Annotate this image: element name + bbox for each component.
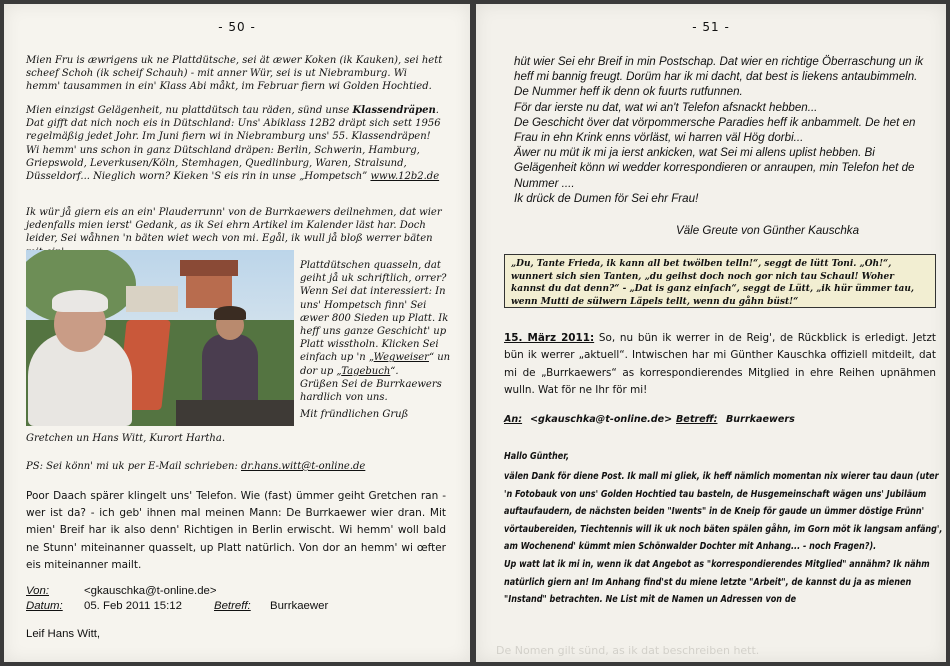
photo-house <box>186 274 232 308</box>
from-value: <gkauschka@t-online.de> <box>84 585 217 597</box>
ps-line <box>26 460 446 473</box>
couple-photo <box>26 250 294 426</box>
side-text-end: “. <box>390 365 399 377</box>
salutation: Leif Hans Witt, <box>26 628 101 640</box>
to-label: An: <box>504 414 523 425</box>
class-website-link[interactable]: www.12b2.de <box>370 171 440 183</box>
kauschka-letter: hüt wier Sei ehr Breif in min Postschap. Dat wier en richtige Öberraschung un ik heff mi bannig freugt. Dorüm har ik mi dacht, dat best is liekens antaubimmeln. De Nummer heff ik denn ok fuurts rutfunnen. För dar ierste nu dat, wat wi an't Telefon afsnackt hebben... De Geschicht över dat vörpommersche Paradies heff ik anbammelt. De het en Frau in ehn Krink enns vörläst, wi harren väl Hög dorbi... Äwer nu müt ik mi ja ierst ankicken, wat Sei mi allens uplist hebben. Bi Gelägenheit könn wi wedder korrespondieren or anraupen, min Telefon het de Nummer .... Ik drück de Dumen för Sei ehr Frau! <box>514 55 924 205</box>
link-tagebuch[interactable]: Tagebuch <box>341 365 391 377</box>
photo-building <box>126 286 178 312</box>
letter-signature: Väle Greute von Günther Kauschka <box>676 224 860 237</box>
reunion-bold-word: Klassendräpen <box>352 105 436 116</box>
photo-man-hair <box>52 290 108 312</box>
page-number-right: - 51 - <box>692 20 730 34</box>
reunion-paragraph <box>26 104 444 183</box>
reunion-text-rest: . Dat gifft dat nich noch eis in Dütschland: Uns' Abiklass 12B2 dräpt sich sett 1956 regelmäßig jedet Johr. Im Juni fiern wi in Niebramburg uns' 55. Klassendräpen! Wi hemm' uns schon in ganz Dütschland dräpen: Berlin, Schwerin, Hamburg, Griepswold, Leverkusen/Köln, Stemhagen, Quedlinburg, Waren, Stralsund, Düsseldorf... Nieglich worn? Kieken 'S eis rin in unse „Hompetsch” <box>26 105 441 183</box>
phone-call-paragraph: Poor Daach spärer klingelt uns' Telefon. Wie (fast) ümmer geiht Gretchen ran - wer ist da? - ich geb' ihnen mal meinen Mann: De Burrkaewer wier dran. Mit mien' Breif har ik also denn' Richtigen in Berlin erwischt. Wi hemm' woll bald ne Stunn' miteinanner quasselt, up Platt natürlich. Von dor an hemm' wi œfter eis miteinanner mailt. <box>26 490 446 571</box>
march-paragraph <box>504 330 936 400</box>
date-row <box>26 599 456 614</box>
right-page <box>476 4 946 662</box>
from-row <box>26 584 456 599</box>
photo-woman-hair <box>214 306 246 320</box>
march-date-heading: 15. März 2011: <box>504 332 595 344</box>
greeting-text: Grüßen Sei de Burrkaewers hardlich von uns. <box>300 379 442 404</box>
to-value: <gkauschka@t-online.de> <box>530 414 673 425</box>
link-wegweiser[interactable]: Wegweiser <box>373 352 429 364</box>
subject-label: Betreff: <box>214 599 251 612</box>
side-text: Plattdütschen quasseln, dat geiht jå uk schriftlich, orrer? Wenn Sei dat interessiert: In uns' Hompetsch finn' Sei æwer 800 Sieden up Platt. Ik heff uns ganze Geschicht' up Platt wisstholn. Klicken Sei einfach up 'n „ <box>300 260 449 364</box>
photo-woman <box>202 334 258 408</box>
date-value: 05. Feb 2011 15:12 <box>84 599 182 612</box>
page-number-left: - 50 - <box>218 20 256 34</box>
side-text-mid: “ un dor up „ <box>300 352 451 377</box>
reply-header <box>504 414 936 425</box>
chat-paragraph: Ik wür jå giern eis an ein' Plauderrunn' von de Burrkaewers deilnehmen, dat wier jedenfalls mien ierst' Gedank, as ik Sei ehrn Artikel im Kalender läst har. Doch leider, Sei wåhnen 'n bäten wiet wech von mi. Egål, ik wull jå bloß werrer bäten <box>26 207 442 245</box>
from-label: Von: <box>26 585 50 597</box>
photo-roof <box>180 260 238 276</box>
email-header <box>26 584 456 613</box>
intro-paragraph: Mien Fru is æwrigens uk ne Plattdütsche, sei ät æwer Koken (ik Kauken), sei hett scheef Schoh (ik scheif Schauh) - mit anner Wür, sei is ut Niebramburg. Wi hemm' tausammen in ein' Klass Abi måkt, im Februar fiern wi Golden Hochtied. <box>26 55 443 93</box>
signature-text: Gretchen un Hans Witt, Kurort Hartha. <box>26 433 226 444</box>
re-value: Burrkaewers <box>726 414 795 425</box>
reply-letter: välen Dank för diene Post. Ik mall mi gliek, ik heff nämlich momentan nix wierer tau daun (uter 'n Fotobauk von uns' Golden Hochtied tau basteln, de Husgemeinschaft wägen uns' Jubiläum auftaufaudern, de nächsten beiden "Iwents" in de Kneip för gaude un ümmer döstige Frünn' vörtaubereiden, Tiechtennis will ik uk noch bäten spälen gåhn, im Gorn möt ik langsam anfäng', am Wochenend' kümmt mien Schönwalder Dochter mit Anhang... - noch Fragen?). Up watt lat ik mi in, wenn ik dat Angebot as "korrespondierendes Mitglied" annähm? Ik nähm natürlich giern an! Im Anhang find'st du miene letzte "Arbeit", de kannst du ja as mienen "Instand" betrachten. Ne List mit de Namen un Adressen von de <box>504 471 943 606</box>
subject-value: Burrkaewer <box>270 599 329 612</box>
photo-bench <box>176 400 294 426</box>
closing-text: Mit fründlichen Gruß <box>300 409 409 420</box>
side-paragraph <box>300 259 452 378</box>
left-page <box>4 4 470 662</box>
bleed-through-text: De Nomen gilt sünd, as ik dat beschreiben hett. <box>496 644 760 657</box>
reunion-text-start: Mien einzigst Gelägenheit, nu plattdütsch tau räden, sünd unse <box>26 105 353 116</box>
joke-quote-box: „Du, Tante Frieda, ik kann all bet twölben telln!“, seggt de lütt Toni. „Oh!“, wunnert sich sien Tanten, „du geihst doch noch gor nich tau Schaul! Woher kannst du dat denn?“ - „Dat is ganz einfach“, seggt de Lütt, „ik hür ümmer tau, wenn Mutti de sülwern Läpels tellt, wenn du gåhn büst!“ <box>504 254 936 308</box>
reply-greeting: Hallo Günther, <box>504 451 570 462</box>
march-text: So, nu bün ik werrer in de Reig', de Rückblick is erledigt. Jetzt bün ik werrer „aktuell“. Intwischen har mi Günther Kauschka offiziell mitdeilt, dat mi de „Burrkaewers“ as korrespondierendes Mitglied in ehre Reihen upnähmen wulln. Wat för ne Ihr för mi! <box>504 332 936 397</box>
ps-email-link[interactable]: dr.hans.witt@t-online.de <box>241 461 366 472</box>
ps-text: PS: Sei könn' mi uk per E-Mail schrieben: <box>26 461 241 472</box>
date-label: Datum: <box>26 599 63 612</box>
re-label: Betreff: <box>676 414 718 425</box>
